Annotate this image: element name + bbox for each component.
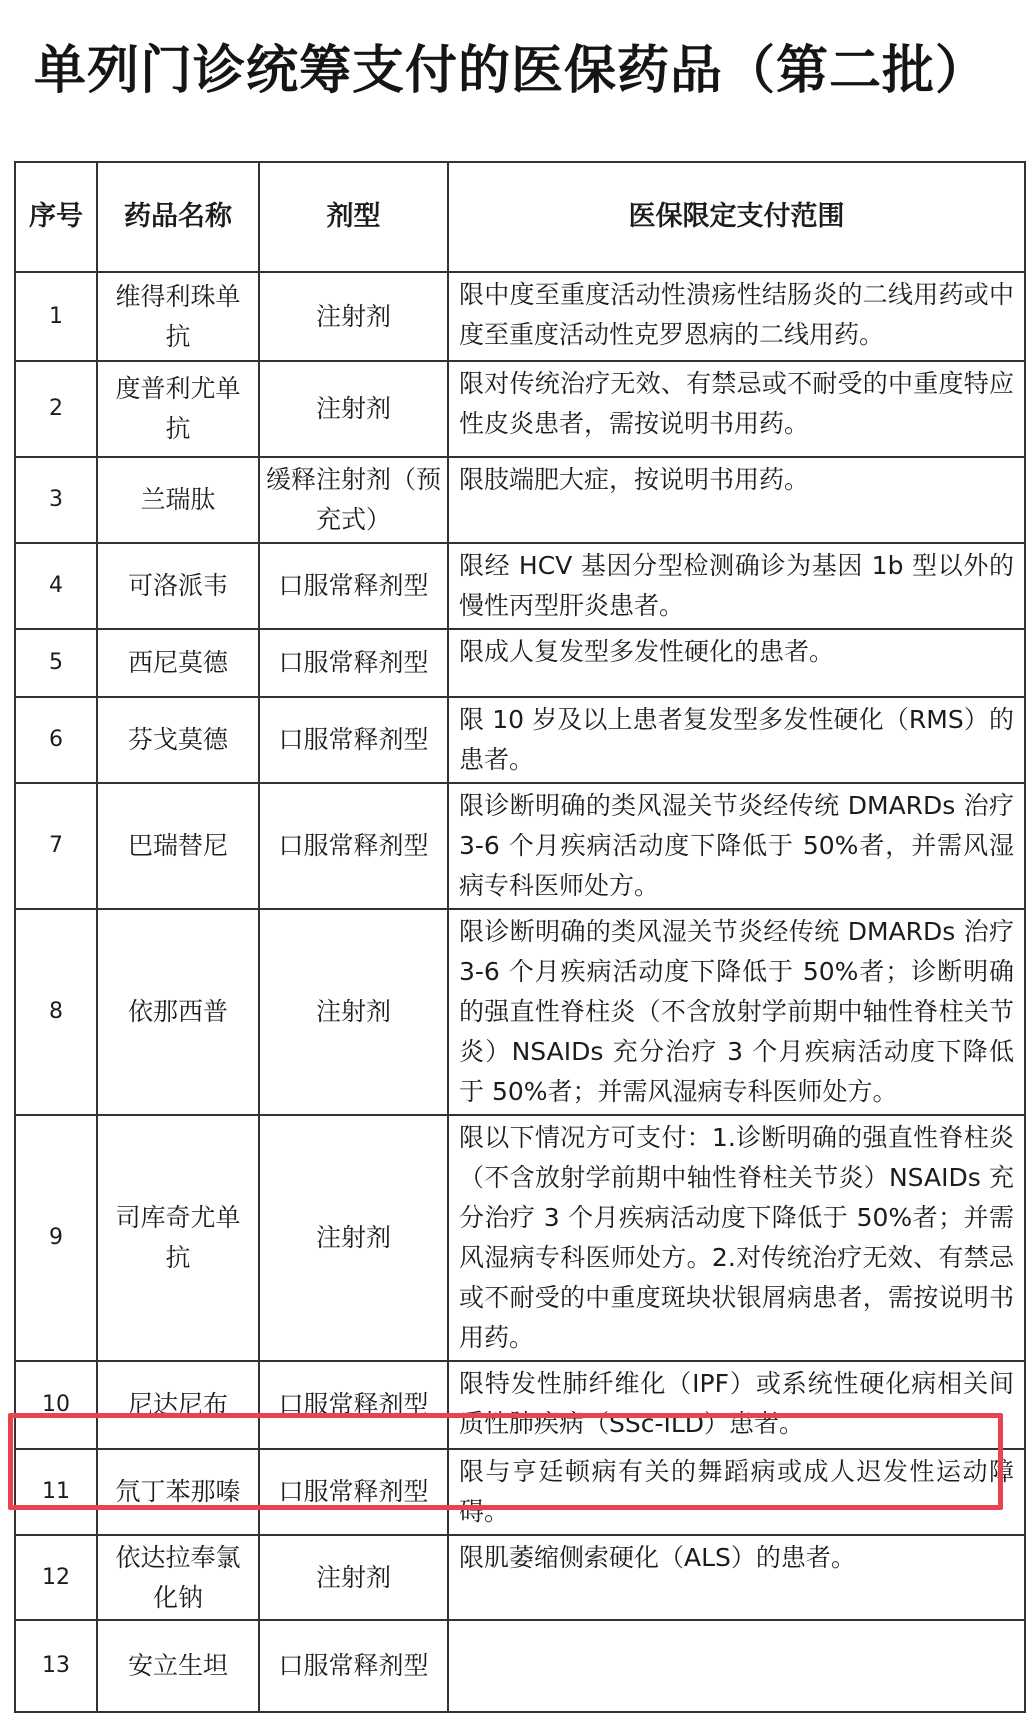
row-index: 2 xyxy=(15,361,97,457)
payment-scope: 限肌萎缩侧索硬化（ALS）的患者。 xyxy=(448,1535,1025,1620)
payment-scope: 限肢端肥大症，按说明书用药。 xyxy=(448,457,1025,543)
payment-scope: 限诊断明确的类风湿关节炎经传统 DMARDs 治疗 3-6 个月疾病活动度下降低于 50%者；诊断明确的强直性脊柱炎（不含放射学前期中轴性脊柱关节炎）NSAIDs 充分治疗 3 个月疾病活动度下降低于 50%者；并需风湿病专科医师处方。 xyxy=(448,909,1025,1115)
table-row xyxy=(15,1361,1025,1449)
row-index: 12 xyxy=(15,1535,97,1620)
dosage-form: 口服常释剂型 xyxy=(259,697,448,783)
table-row xyxy=(15,1115,1025,1361)
row-index: 8 xyxy=(15,909,97,1115)
table-row xyxy=(15,783,1025,909)
row-index: 11 xyxy=(15,1449,97,1535)
payment-scope xyxy=(448,1620,1025,1712)
dosage-form: 口服常释剂型 xyxy=(259,1361,448,1449)
payment-scope: 限经 HCV 基因分型检测确诊为基因 1b 型以外的慢性丙型肝炎患者。 xyxy=(448,543,1025,629)
table-row xyxy=(15,272,1025,361)
payment-scope: 限特发性肺纤维化（IPF）或系统性硬化病相关间质性肺疾病（SSc-ILD）患者。 xyxy=(448,1361,1025,1449)
drug-name: 氘丁苯那嗪 xyxy=(97,1449,259,1535)
header-name: 药品名称 xyxy=(97,162,259,272)
row-index: 4 xyxy=(15,543,97,629)
table-row xyxy=(15,909,1025,1115)
row-index: 7 xyxy=(15,783,97,909)
drug-name: 安立生坦 xyxy=(97,1620,259,1712)
row-index: 1 xyxy=(15,272,97,361)
drug-name: 度普利尤单抗 xyxy=(97,361,259,457)
payment-scope: 限成人复发型多发性硬化的患者。 xyxy=(448,629,1025,697)
dosage-form: 注射剂 xyxy=(259,1535,448,1620)
payment-scope: 限与亨廷顿病有关的舞蹈病或成人迟发性运动障碍。 xyxy=(448,1449,1025,1535)
header-scope: 医保限定支付范围 xyxy=(448,162,1025,272)
table-row xyxy=(15,1620,1025,1712)
payment-scope: 限中度至重度活动性溃疡性结肠炎的二线用药或中度至重度活动性克罗恩病的二线用药。 xyxy=(448,272,1025,361)
page-title: 单列门诊统筹支付的医保药品（第二批） xyxy=(34,40,989,101)
drug-name: 兰瑞肽 xyxy=(97,457,259,543)
header-index: 序号 xyxy=(15,162,97,272)
drug-name: 依达拉奉氯化钠 xyxy=(97,1535,259,1620)
dosage-form: 缓释注射剂（预充式） xyxy=(259,457,448,543)
table-row xyxy=(15,457,1025,543)
header-form: 剂型 xyxy=(259,162,448,272)
payment-scope: 限对传统治疗无效、有禁忌或不耐受的中重度特应性皮炎患者，需按说明书用药。 xyxy=(448,361,1025,457)
dosage-form: 口服常释剂型 xyxy=(259,543,448,629)
row-index: 10 xyxy=(15,1361,97,1449)
table-row xyxy=(15,629,1025,697)
table-row xyxy=(15,361,1025,457)
drug-name: 维得利珠单抗 xyxy=(97,272,259,361)
row-index: 5 xyxy=(15,629,97,697)
drug-name: 尼达尼布 xyxy=(97,1361,259,1449)
row-index: 3 xyxy=(15,457,97,543)
dosage-form: 注射剂 xyxy=(259,1115,448,1361)
payment-scope: 限以下情况方可支付：1.诊断明确的强直性脊柱炎（不含放射学前期中轴性脊柱关节炎）NSAIDs 充分治疗 3 个月疾病活动度下降低于 50%者；并需风湿病专科医师处方。2.对传统治疗无效、有禁忌或不耐受的中重度斑块状银屑病患者，需按说明书用药。 xyxy=(448,1115,1025,1361)
row-index: 9 xyxy=(15,1115,97,1361)
dosage-form: 口服常释剂型 xyxy=(259,1449,448,1535)
table-row xyxy=(15,697,1025,783)
table-row xyxy=(15,1449,1025,1535)
drug-name: 司库奇尤单抗 xyxy=(97,1115,259,1361)
dosage-form: 注射剂 xyxy=(259,361,448,457)
payment-scope: 限 10 岁及以上患者复发型多发性硬化（RMS）的患者。 xyxy=(448,697,1025,783)
drug-name: 巴瑞替尼 xyxy=(97,783,259,909)
drug-table xyxy=(14,161,1026,1713)
dosage-form: 注射剂 xyxy=(259,272,448,361)
dosage-form: 注射剂 xyxy=(259,909,448,1115)
dosage-form: 口服常释剂型 xyxy=(259,1620,448,1712)
drug-name: 西尼莫德 xyxy=(97,629,259,697)
row-index: 13 xyxy=(15,1620,97,1712)
drug-name: 可洛派韦 xyxy=(97,543,259,629)
drug-name: 依那西普 xyxy=(97,909,259,1115)
table-row xyxy=(15,543,1025,629)
drug-name: 芬戈莫德 xyxy=(97,697,259,783)
dosage-form: 口服常释剂型 xyxy=(259,783,448,909)
payment-scope: 限诊断明确的类风湿关节炎经传统 DMARDs 治疗 3-6 个月疾病活动度下降低于 50%者，并需风湿病专科医师处方。 xyxy=(448,783,1025,909)
dosage-form: 口服常释剂型 xyxy=(259,629,448,697)
row-index: 6 xyxy=(15,697,97,783)
table-row xyxy=(15,1535,1025,1620)
table-header-row xyxy=(15,162,1025,272)
